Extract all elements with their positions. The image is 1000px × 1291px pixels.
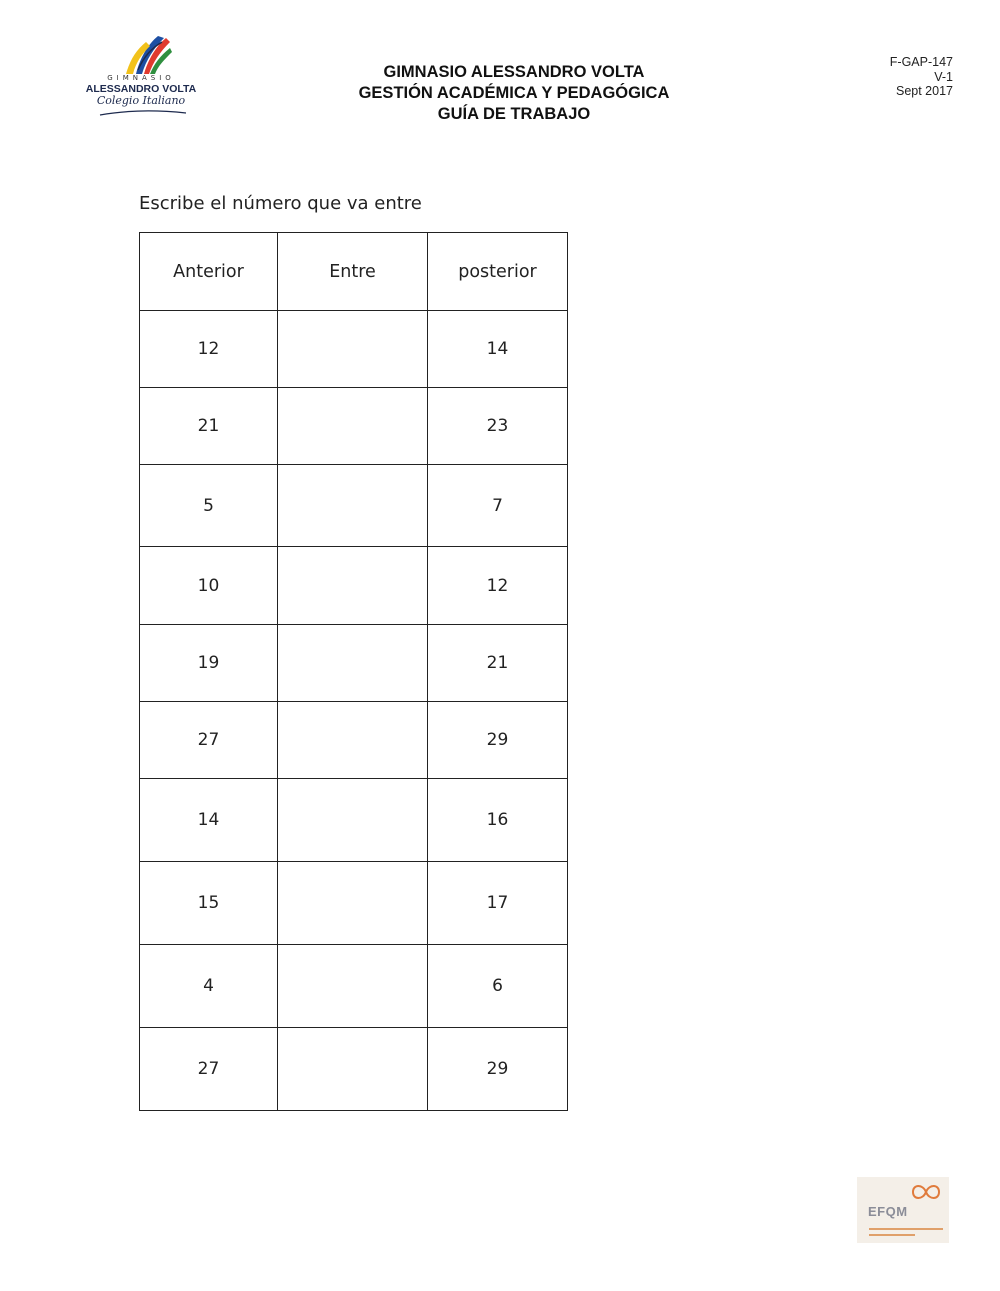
answer-input[interactable]: [283, 415, 421, 437]
doc-code-id: F-GAP-147: [889, 55, 953, 69]
cell-anterior: 27: [140, 702, 278, 779]
table-header-row: [140, 233, 568, 311]
header-entre: Entre: [278, 233, 428, 311]
header-title-line: GUÍA DE TRABAJO: [437, 105, 591, 123]
answer-input[interactable]: [283, 1058, 421, 1080]
logo-name: ALESSANDRO VOLTA: [85, 83, 197, 95]
cell-anterior: 12: [140, 311, 278, 388]
cell-entre: [278, 1028, 428, 1111]
doc-code-version: V-1: [934, 69, 953, 84]
document-code: [890, 55, 953, 99]
table-row: [140, 945, 568, 1028]
cell-entre: [278, 702, 428, 779]
cell-anterior: 4: [140, 945, 278, 1028]
cell-anterior: 15: [140, 862, 278, 945]
cell-anterior: 10: [140, 547, 278, 625]
answer-input[interactable]: [283, 975, 421, 997]
answer-input[interactable]: [283, 495, 421, 517]
cell-posterior: 16: [428, 779, 568, 862]
cell-posterior: 6: [428, 945, 568, 1028]
table-row: [140, 702, 568, 779]
answer-input[interactable]: [283, 338, 421, 360]
cell-entre: [278, 779, 428, 862]
cell-posterior: 7: [428, 465, 568, 547]
answer-input[interactable]: [283, 575, 421, 597]
logo-tagline: Colegio Italiano: [96, 94, 186, 107]
cell-entre: [278, 311, 428, 388]
header-title: [300, 62, 728, 125]
cell-posterior: 12: [428, 547, 568, 625]
answer-input[interactable]: [283, 652, 421, 674]
cell-entre: [278, 547, 428, 625]
worksheet-table: [139, 232, 568, 1111]
header-title-line: GIMNASIO ALESSANDRO VOLTA: [383, 63, 645, 81]
doc-code-date: Sept 2017: [896, 84, 953, 98]
answer-input[interactable]: [283, 892, 421, 914]
cell-entre: [278, 862, 428, 945]
cell-posterior: 29: [428, 702, 568, 779]
answer-input[interactable]: [283, 809, 421, 831]
efqm-decor-line: [869, 1234, 915, 1236]
efqm-badge: [857, 1177, 949, 1243]
table-row: [140, 625, 568, 702]
cell-entre: [278, 625, 428, 702]
cell-anterior: 21: [140, 388, 278, 465]
cell-anterior: 14: [140, 779, 278, 862]
cell-entre: [278, 945, 428, 1028]
cell-posterior: 29: [428, 1028, 568, 1111]
cell-posterior: 14: [428, 311, 568, 388]
cell-entre: [278, 465, 428, 547]
table-row: [140, 862, 568, 945]
infinity-icon: [909, 1181, 943, 1203]
header-posterior: posterior: [428, 233, 568, 311]
cell-posterior: 17: [428, 862, 568, 945]
cell-posterior: 23: [428, 388, 568, 465]
instruction-text: Escribe el número que va entre: [139, 193, 422, 214]
cell-anterior: 19: [140, 625, 278, 702]
logo-brush-icon: [78, 30, 208, 78]
cell-anterior: 5: [140, 465, 278, 547]
table-row: [140, 547, 568, 625]
efqm-decor-line: [869, 1228, 943, 1230]
table-row: [140, 465, 568, 547]
school-logo: [78, 30, 208, 125]
answer-input[interactable]: [283, 729, 421, 751]
logo-swash-icon: [98, 108, 188, 118]
cell-posterior: 21: [428, 625, 568, 702]
logo-small-text: GIMNASIO: [107, 74, 175, 82]
header-anterior: Anterior: [140, 233, 278, 311]
table-row: [140, 388, 568, 465]
table-row: [140, 779, 568, 862]
cell-anterior: 27: [140, 1028, 278, 1111]
efqm-label: EFQM: [868, 1204, 908, 1219]
header-title-line: GESTIÓN ACADÉMICA Y PEDAGÓGICA: [358, 84, 670, 102]
table-row: [140, 311, 568, 388]
cell-entre: [278, 388, 428, 465]
table-row: [140, 1028, 568, 1111]
